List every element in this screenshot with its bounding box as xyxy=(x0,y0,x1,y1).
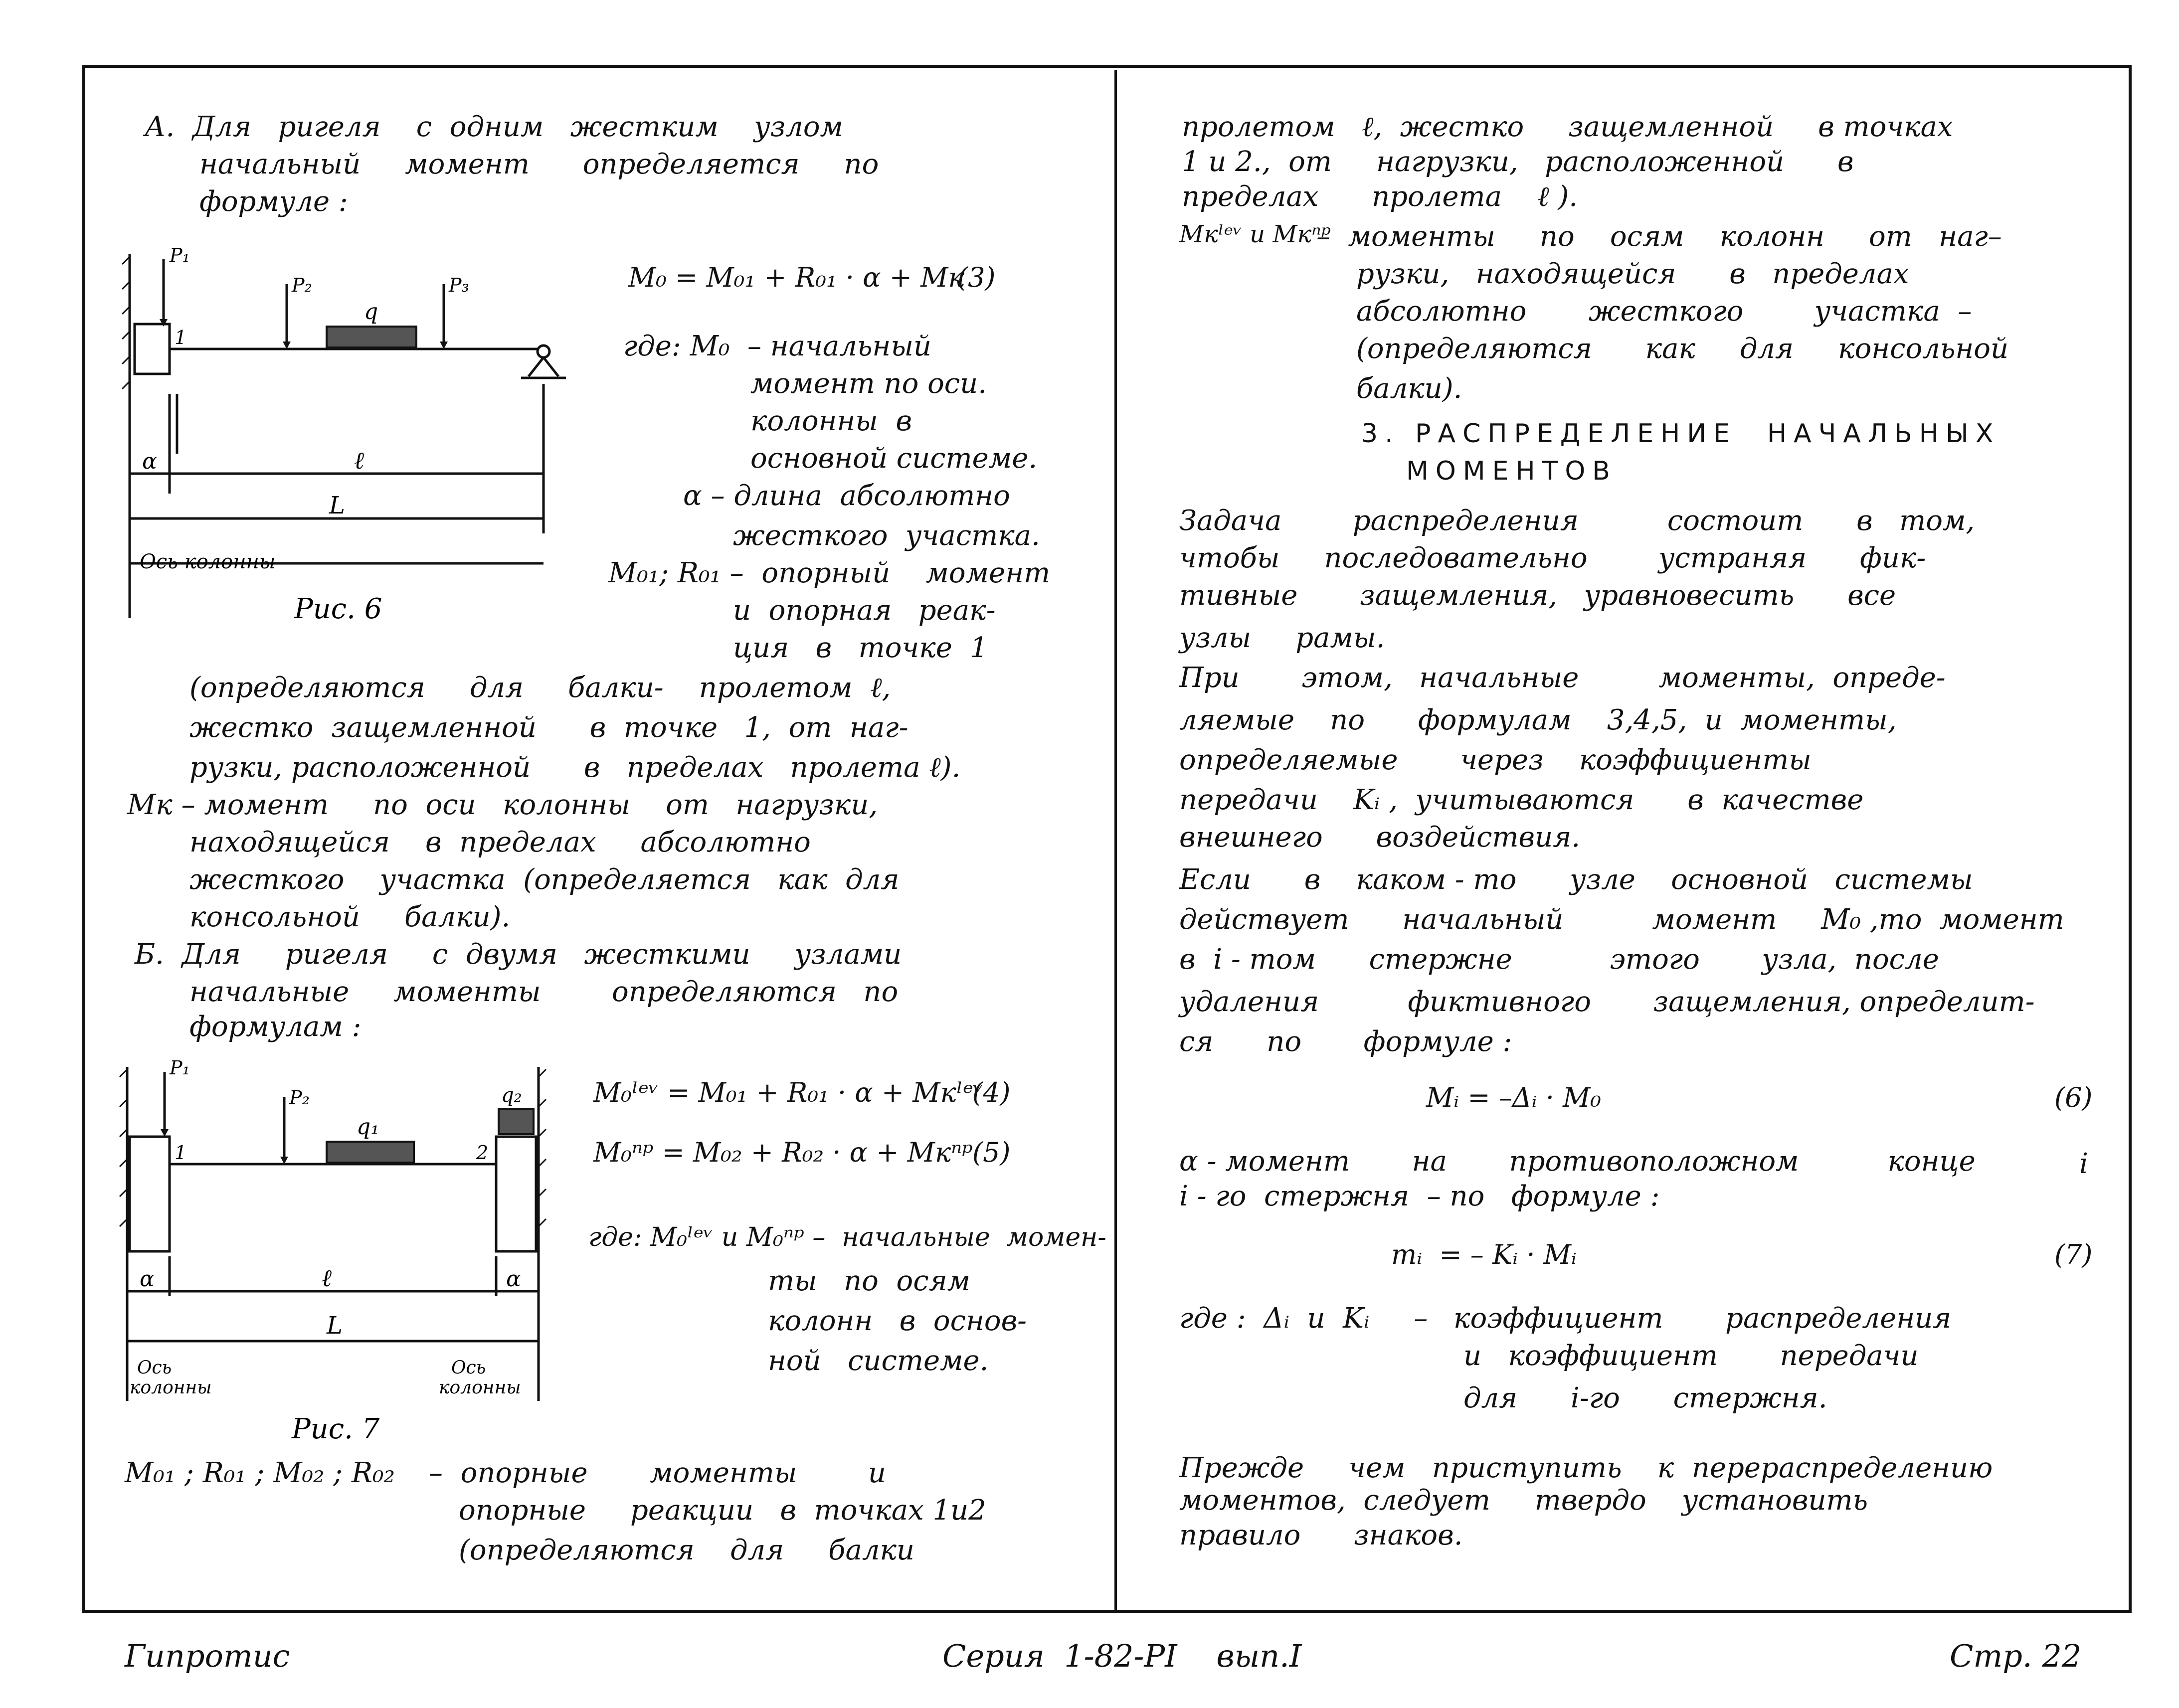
para1-line-5: При этом, начальные моменты, опреде- xyxy=(1179,662,1946,694)
fig7-dim-l: ℓ xyxy=(322,1264,332,1292)
where45-line-2: ты по осям xyxy=(768,1265,971,1297)
fig7-dim-a-right: α xyxy=(506,1266,521,1292)
formula-4-number: (4) xyxy=(972,1077,1011,1108)
formula-3: M₀ = M₀₁ + R₀₁ · α + Mк xyxy=(628,262,964,293)
section-a-line-3: формуле : xyxy=(199,185,348,218)
fig6-dim-L: L xyxy=(329,492,345,519)
where7-line-3: для i-го стержня. xyxy=(1463,1382,1827,1414)
fig7-axis-right-1: Ось xyxy=(451,1358,486,1378)
footer-series: Серия 1-82-РІ вып.І xyxy=(942,1638,1302,1674)
mk-label: Mкˡᵉᵛ и Mкⁿᵖ xyxy=(1179,220,1331,248)
para3-line-2: моментов, следует твердо установить xyxy=(1179,1484,1868,1517)
fig6-load-p1: P₁ xyxy=(170,244,190,266)
fig7-load-p1: P₁ xyxy=(170,1057,190,1079)
formula-3-number: (3) xyxy=(957,262,996,293)
formula-5: M₀ⁿᵖ = M₀₂ + R₀₂ · α + Mкⁿᵖ xyxy=(593,1137,973,1168)
fig6-dim-a: α xyxy=(142,449,157,474)
fig6-node-1: 1 xyxy=(175,327,187,348)
formula-6: Mᵢ = –Δᵢ · M₀ xyxy=(1426,1082,1602,1113)
a-tail-line-6: жесткого участка (определяется как для xyxy=(189,863,900,896)
footer-page-number: Стр. 22 xyxy=(1950,1638,2082,1674)
mk-line-2: рузки, находящейся в пределах xyxy=(1356,258,1909,290)
where45-line-1: где: M₀ˡᵉᵛ и M₀ⁿᵖ – начальные момен- xyxy=(588,1222,1106,1252)
section-b-line-2: начальные моменты определяются по xyxy=(189,976,899,1008)
para1-line-12: в i - том стержне этого узла, после xyxy=(1179,943,1939,976)
fig6-load-p2: P₂ xyxy=(292,274,312,296)
fig7-node-1: 1 xyxy=(175,1142,187,1164)
a-tail-line-1: (определяются для балки- пролетом ℓ, xyxy=(189,672,891,704)
fig6-load-p3: P₃ xyxy=(449,274,469,296)
formula-5-number: (5) xyxy=(972,1137,1011,1168)
fig7-caption: Рис. 7 xyxy=(292,1413,380,1445)
mk-line-5: балки). xyxy=(1356,372,1462,405)
footer-left: Гипротис xyxy=(125,1638,290,1674)
para1-line-1: Задача распределения состоит в том, xyxy=(1179,505,1975,537)
para3-line-1: Прежде чем приступить к перераспределению xyxy=(1179,1452,1993,1484)
support-line-3: (определяются для балки xyxy=(459,1534,914,1566)
fig7-node-2: 2 xyxy=(476,1142,489,1164)
figure-7-beam-diagram xyxy=(117,1057,566,1446)
a-tail-line-5: находящейся в пределах абсолютно xyxy=(189,826,811,858)
where7-line-1: коэффициент распределения xyxy=(1453,1302,1952,1335)
mk-line-3: абсолютно жесткого участка – xyxy=(1356,295,1972,328)
where3-line-7: M₀₁; R₀₁ – опорный момент xyxy=(608,557,1051,589)
figure-6-beam-diagram xyxy=(120,244,593,653)
fig6-caption: Рис. 6 xyxy=(294,593,382,625)
para1-line-10: Если в каком - то узле основной системы xyxy=(1179,863,1973,896)
para1-line-2: чтобы последовательно устраняя фик- xyxy=(1179,542,1926,574)
fig7-axis-left-1: Ось xyxy=(137,1358,172,1378)
fig7-load-p2: P₂ xyxy=(289,1087,310,1109)
para1-line-8: передачи Kᵢ , учитываются в качестве xyxy=(1179,784,1864,816)
para1-line-3: тивные защемления, уравновесить все xyxy=(1179,579,1896,612)
fig6-dim-l: ℓ xyxy=(354,447,364,475)
where3-line-9: ция в точке 1 xyxy=(733,632,988,664)
a-tail-line-3: рузки, расположенной в пределах пролета ℓ). xyxy=(189,751,961,784)
para2-line-2: i - го стержня – по формуле : xyxy=(1179,1180,1660,1212)
section-b-line-1: Б. Для ригеля с двумя жесткими узлами xyxy=(135,938,902,971)
support-line-2: опорные реакции в точках 1и2 xyxy=(459,1494,986,1527)
fig6-load-q: q xyxy=(364,299,378,325)
formula-4: M₀ˡᵉᵛ = M₀₁ + R₀₁ · α + Mкˡᵉᵛ xyxy=(593,1077,983,1108)
fig7-axis-right-2: колонны xyxy=(439,1377,521,1398)
section-b-line-3: формулам : xyxy=(189,1011,362,1043)
column-divider xyxy=(1114,70,1117,1610)
formula-7: mᵢ = – Kᵢ · Mᵢ xyxy=(1391,1239,1577,1270)
a-tail-line-7: консольной балки). xyxy=(189,901,511,933)
section-a-line-1: А. Для ригеля с одним жестким узлом xyxy=(145,111,843,143)
fig7-axis-left-2: колонны xyxy=(130,1377,212,1398)
para1-line-14: ся по формуле : xyxy=(1179,1025,1512,1058)
fig7-load-q1: q₁ xyxy=(357,1114,379,1140)
where3-line-6: жесткого участка. xyxy=(733,519,1040,552)
fig7-dim-a-left: α xyxy=(140,1266,155,1292)
formula-6-number: (6) xyxy=(2054,1082,2093,1113)
cont-line-2: 1 и 2., от нагрузки, расположенной в xyxy=(1182,146,1854,178)
cont-line-3: пределах пролета ℓ ). xyxy=(1182,180,1578,213)
cont-line-1: пролетом ℓ, жестко защемленной в точках xyxy=(1182,111,1953,143)
where3-line-8: и опорная реак- xyxy=(733,594,996,627)
para3-line-3: правило знаков. xyxy=(1179,1519,1463,1551)
support-line-1: – опорные моменты и xyxy=(429,1457,886,1489)
where45-line-4: ной системе. xyxy=(768,1345,989,1377)
para1-line-11: действует начальный момент M₀ ,то момент xyxy=(1179,903,2064,936)
where7-line-2: и коэффициент передачи xyxy=(1463,1340,1919,1372)
where3-line-4: основной системе. xyxy=(750,442,1038,475)
para1-line-9: внешнего воздействия. xyxy=(1179,821,1581,854)
fig7-dim-L: L xyxy=(327,1312,343,1340)
where3-line-5: α – длина абсолютно xyxy=(683,480,1010,512)
mk-line-1: – моменты по осям колонн от наг– xyxy=(1316,220,2002,253)
para1-line-4: узлы рамы. xyxy=(1179,622,1385,654)
para2-line-1: α - момент на противоположном конце xyxy=(1179,1145,1976,1178)
para1-line-13: удаления фиктивного защемления, определит- xyxy=(1179,986,2035,1018)
mk-line-4: (определяются как для консольной xyxy=(1356,333,2009,365)
para1-line-7: определяемые через коэффициенты xyxy=(1179,744,1812,776)
para2-tail: i xyxy=(2079,1148,2088,1180)
section-3-heading: 3. РАСПРЕДЕЛЕНИЕ НАЧАЛЬНЫХ xyxy=(1361,419,2000,449)
where3-line-1: где: M₀ – начальный xyxy=(623,330,931,362)
support-label: M₀₁ ; R₀₁ ; M₀₂ ; R₀₂ xyxy=(125,1457,395,1489)
section-a-line-2: начальный момент определяется по xyxy=(199,148,879,180)
fig6-axis-label: Ось колонны xyxy=(140,550,276,573)
section-3-heading-2: МОМЕНТОВ xyxy=(1406,456,1617,486)
where45-line-3: колонн в основ- xyxy=(768,1305,1027,1337)
fig7-load-q2: q₂ xyxy=(501,1084,522,1107)
para1-line-6: ляемые по формулам 3,4,5, и моменты, xyxy=(1179,704,1897,736)
where3-line-3: колонны в xyxy=(750,405,912,437)
formula-7-number: (7) xyxy=(2054,1239,2093,1270)
where7-label: где : Δᵢ и Kᵢ – xyxy=(1179,1302,1428,1335)
where3-line-2: момент по оси. xyxy=(750,367,987,400)
a-tail-line-2: жестко защемленной в точке 1, от наг- xyxy=(189,711,908,744)
a-tail-line-4: Mк – момент по оси колонны от нагрузки, xyxy=(127,789,878,821)
